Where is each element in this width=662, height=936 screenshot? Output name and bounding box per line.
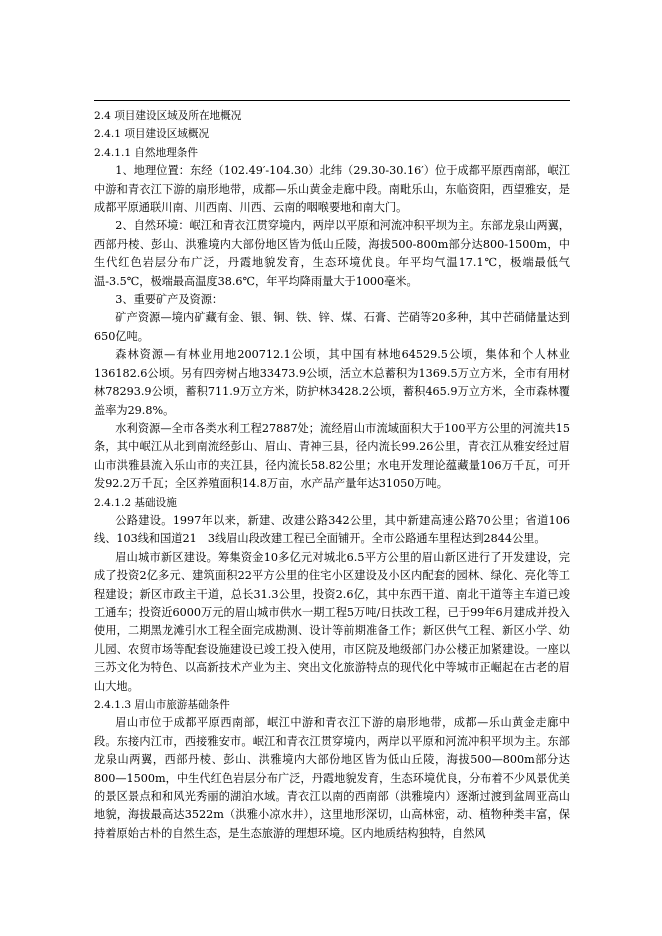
section-heading-2-4: 2.4 项目建设区域及所在地概况	[94, 110, 242, 122]
paragraph-roads: 公路建设。1997年以来，新建、改建公路342公里，其中新建高速公路70公里；省道106线、103线和国道21 3线眉山段改建工程已全面铺开。全市公路通车里程达到2844公里。	[94, 513, 570, 546]
section-heading-2-4-1: 2.4.1 项目建设区域概况	[94, 128, 210, 141]
paragraph-new-district: 眉山城市新区建设。筹集资金10多亿元对城北6.5平方公里的眉山新区进行了开发建设，完成了投资2亿多元、建筑面积22平方公里的住宅小区建设及小区内配套的园林、绿化、亮化等工程建设；新区市政主干道，总长31.3公里，投资2.6亿，其中东西干道、南北干道等主车道已竣工通车；投资近6000万元的眉山城市供水一期工程5万吨/日扶改工程，已于99年6月建成并投入使用，二期黑龙滩引水工程全面完成勘测、设计等前期准备工作；新区供气工程、新区小学、幼儿园、农贸市场等配套设施建设已竣工投入使用，市区院及地级部门办公楼正加紧建设。一座以三苏文化为特色、以高新技术产业为主、突出文化旅游特点的现代化中等城市正崛起在古老的眉山大地。	[94, 550, 570, 693]
paragraph-location: 1、地理位置：东经（102.49′-104.30）北纬（29.30-30.16′）位于成都平原西南部，岷江中游和青衣江下游的扇形地带，成都—乐山黄金走廊中段。南毗乐山，东临资阳，西望雅安，是成都平原通联川南、川西南、川西、云南的咽喉要地和南大门。	[94, 164, 570, 215]
paragraph-water: 水利资源—全市各类水利工程27887处；流经眉山市流域面积大于100平方公里的河流共15条，其中岷江从北到南流经彭山、眉山、青神三县，径内流长99.26公里，青衣江从雅安经过眉山市洪雅县流入乐山市的夹江县，径内流长58.82公里；水电开发理论蕴藏量106万千瓦，可开发92.2万千瓦；全区养殖面积14.8万亩，水产品产量年达31050万吨。	[94, 421, 570, 491]
header-rule	[94, 100, 570, 101]
document-body	[94, 107, 570, 843]
paragraph-forest: 森林资源—有林业用地200712.1公顷，其中国有林地64529.5公顷，集体和个人林业136182.6公顷。另有四旁树占地33473.9公顷，活立木总蓄积为1369.5万立方米，全市有用材林78293.9公顷，蓄积711.9万立方米，防护林3428.2公顷，蓄积465.9万立方米，全市森林覆盖率为29.8%。	[94, 348, 570, 417]
section-heading-2-4-1-3: 2.4.1.3 眉山市旅游基础条件	[94, 699, 230, 711]
paragraph-tourism: 眉山市位于成都平原西南部，岷江中游和青衣江下游的扇形地带，成都—乐山黄金走廊中段。东接内江市，西接雅安市。岷江和青衣江贯穿境内，两岸以平原和河流冲积平坝为主。东部龙泉山两翼，西部丹棱、彭山、洪雅境内大部份地区皆为低山丘陵，海拔500—800m部分达800—1500m，中生代红色岩层分布广泛，丹霞地貌发育，生态环境优良，分布着不少风景优美的景区景点和和风光秀丽的湖泊水域。青衣江以南的西南部（洪雅境内）逐渐过渡到盆周亚高山地貌，海拔最高达3522m（洪雅小凉水井），这里地形深切，山高林密，动、植物种类丰富，保持着原始古朴的自然生态，是生态旅游的理想环境。区内地质结构独特，自然风	[94, 716, 570, 840]
section-heading-2-4-1-1: 2.4.1.1 自然地理条件	[94, 146, 198, 159]
paragraph-minerals: 矿产资源—境内矿藏有金、银、铜、铁、锌、煤、石膏、芒硝等20多种，其中芒硝储量达到650亿吨。	[94, 311, 570, 343]
section-heading-2-4-1-2: 2.4.1.2 基础设施	[94, 496, 177, 509]
paragraph-environment: 2、自然环境：岷江和青衣江贯穿境内，两岸以平原和河流冲积平坝为主。东部龙泉山两翼，西部丹棱、彭山、洪雅境内大部份地区皆为低山丘陵，海拔500-800m部分达800-1500m，中生代红色岩层分布广泛，丹霞地貌发育，生态环境优良。年平均气温17.1℃，极端最低气温-3.5℃，极端最高温度38.6℃，年平均降雨量大于1000毫米。	[94, 219, 570, 288]
paragraph-resources-title: 3、重要矿产及资源：	[115, 293, 224, 307]
